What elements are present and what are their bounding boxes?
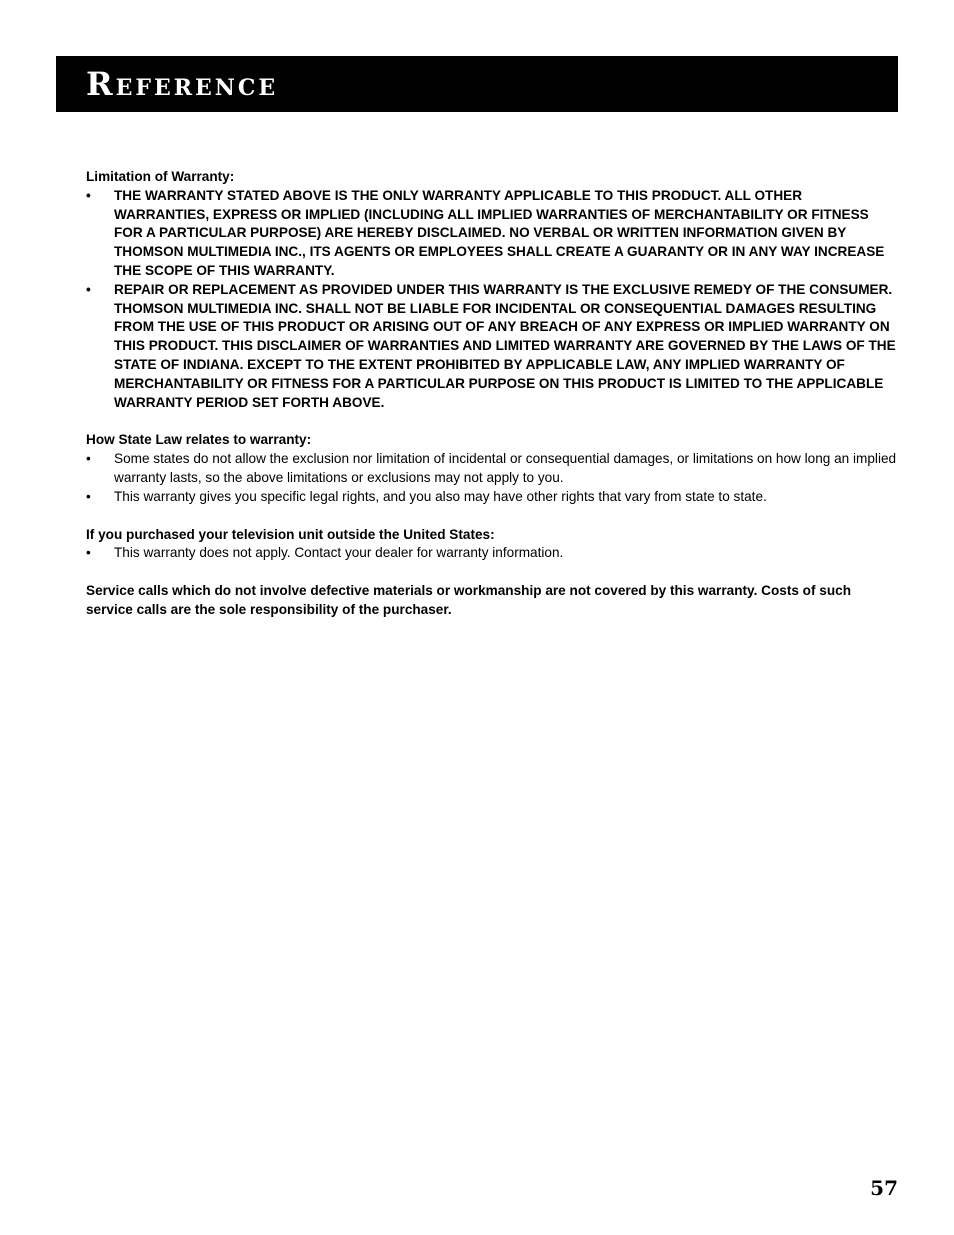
list-item — [86, 187, 898, 281]
list-item — [86, 488, 898, 507]
list-item — [86, 544, 898, 563]
list-item-text: Some states do not allow the exclusion nor limitation of incidental or consequential damages, or limitations on how long an implied warranty lasts, so the above limitations or exclusions may not apply to you. — [114, 451, 897, 485]
outside-us-heading: If you purchased your television unit outside the United States: — [86, 526, 495, 542]
bullet-icon: • — [86, 488, 91, 504]
limitation-heading: Limitation of Warranty: — [86, 169, 235, 184]
service-calls-text: Service calls which do not involve defective materials or workmanship are not covered by this warranty. Costs of such service calls are the sole responsibility of the purchaser. — [86, 583, 852, 617]
page-number: 57 — [870, 1176, 898, 1200]
list-item-text: This warranty gives you specific legal rights, and you also may have other rights that vary from state to state. — [114, 488, 767, 504]
state-law-section — [86, 431, 898, 506]
bullet-icon: • — [86, 281, 91, 297]
page-title: Reference — [86, 65, 279, 103]
list-item-text: This warranty does not apply. Contact your dealer for warranty information. — [114, 545, 564, 561]
list-item — [86, 450, 898, 488]
list-item-text: REPAIR OR REPLACEMENT AS PROVIDED UNDER THIS WARRANTY IS THE EXCLUSIVE REMEDY OF THE CONSUMER. THOMSON MULTIMEDIA INC. SHALL NOT BE LIABLE FOR INCIDENTAL OR CONSEQUENTIAL DAMAGES RESULTING FROM THE USE OF THIS PRODUCT OR ARISING OUT OF ANY BREACH OF ANY EXPRESS OR IMPLIED WARRANTY ON THIS PRODUCT. THIS DISCLAIMER OF WARRANTIES AND LIMITED WARRANTY ARE GOVERNED BY THE LAWS OF THE STATE OF INDIANA. EXCEPT TO THE EXTENT PROHIBITED BY APPLICABLE LAW, ANY IMPLIED WARRANTY OF MERCHANTABILITY OR FITNESS FOR A PARTICULAR PURPOSE ON THIS PRODUCT IS LIMITED TO THE APPLICABLE WARRANTY PERIOD SET FORTH ABOVE. — [114, 281, 896, 410]
list-item-text: THE WARRANTY STATED ABOVE IS THE ONLY WARRANTY APPLICABLE TO THIS PRODUCT. ALL OTHER WARRANTIES, EXPRESS OR IMPLIED (INCLUDING ALL IMPLIED WARRANTIES OF MERCHANTABILITY OR FITNESS FOR A PARTICULAR PURPOSE) ARE HEREBY DISCLAIMED. NO VERBAL OR WRITTEN INFORMATION GIVEN BY THOMSON MULTIMEDIA INC., ITS AGENTS OR EMPLOYEES SHALL CREATE A GUARANTY OR IN ANY WAY INCREASE THE SCOPE OF THIS WARRANTY. — [114, 187, 885, 278]
outside-us-section — [86, 526, 898, 564]
limitation-list — [86, 187, 898, 413]
state-law-heading: How State Law relates to warranty: — [86, 432, 312, 448]
bullet-icon: • — [86, 545, 91, 561]
state-law-list — [86, 450, 898, 506]
header-bar — [56, 56, 898, 112]
outside-us-list — [86, 544, 898, 563]
bullet-icon: • — [86, 187, 91, 203]
bullet-icon: • — [86, 451, 91, 467]
limitation-section — [86, 168, 898, 412]
warranty-content — [86, 168, 898, 620]
list-item — [86, 281, 898, 413]
service-calls-section — [86, 582, 898, 620]
